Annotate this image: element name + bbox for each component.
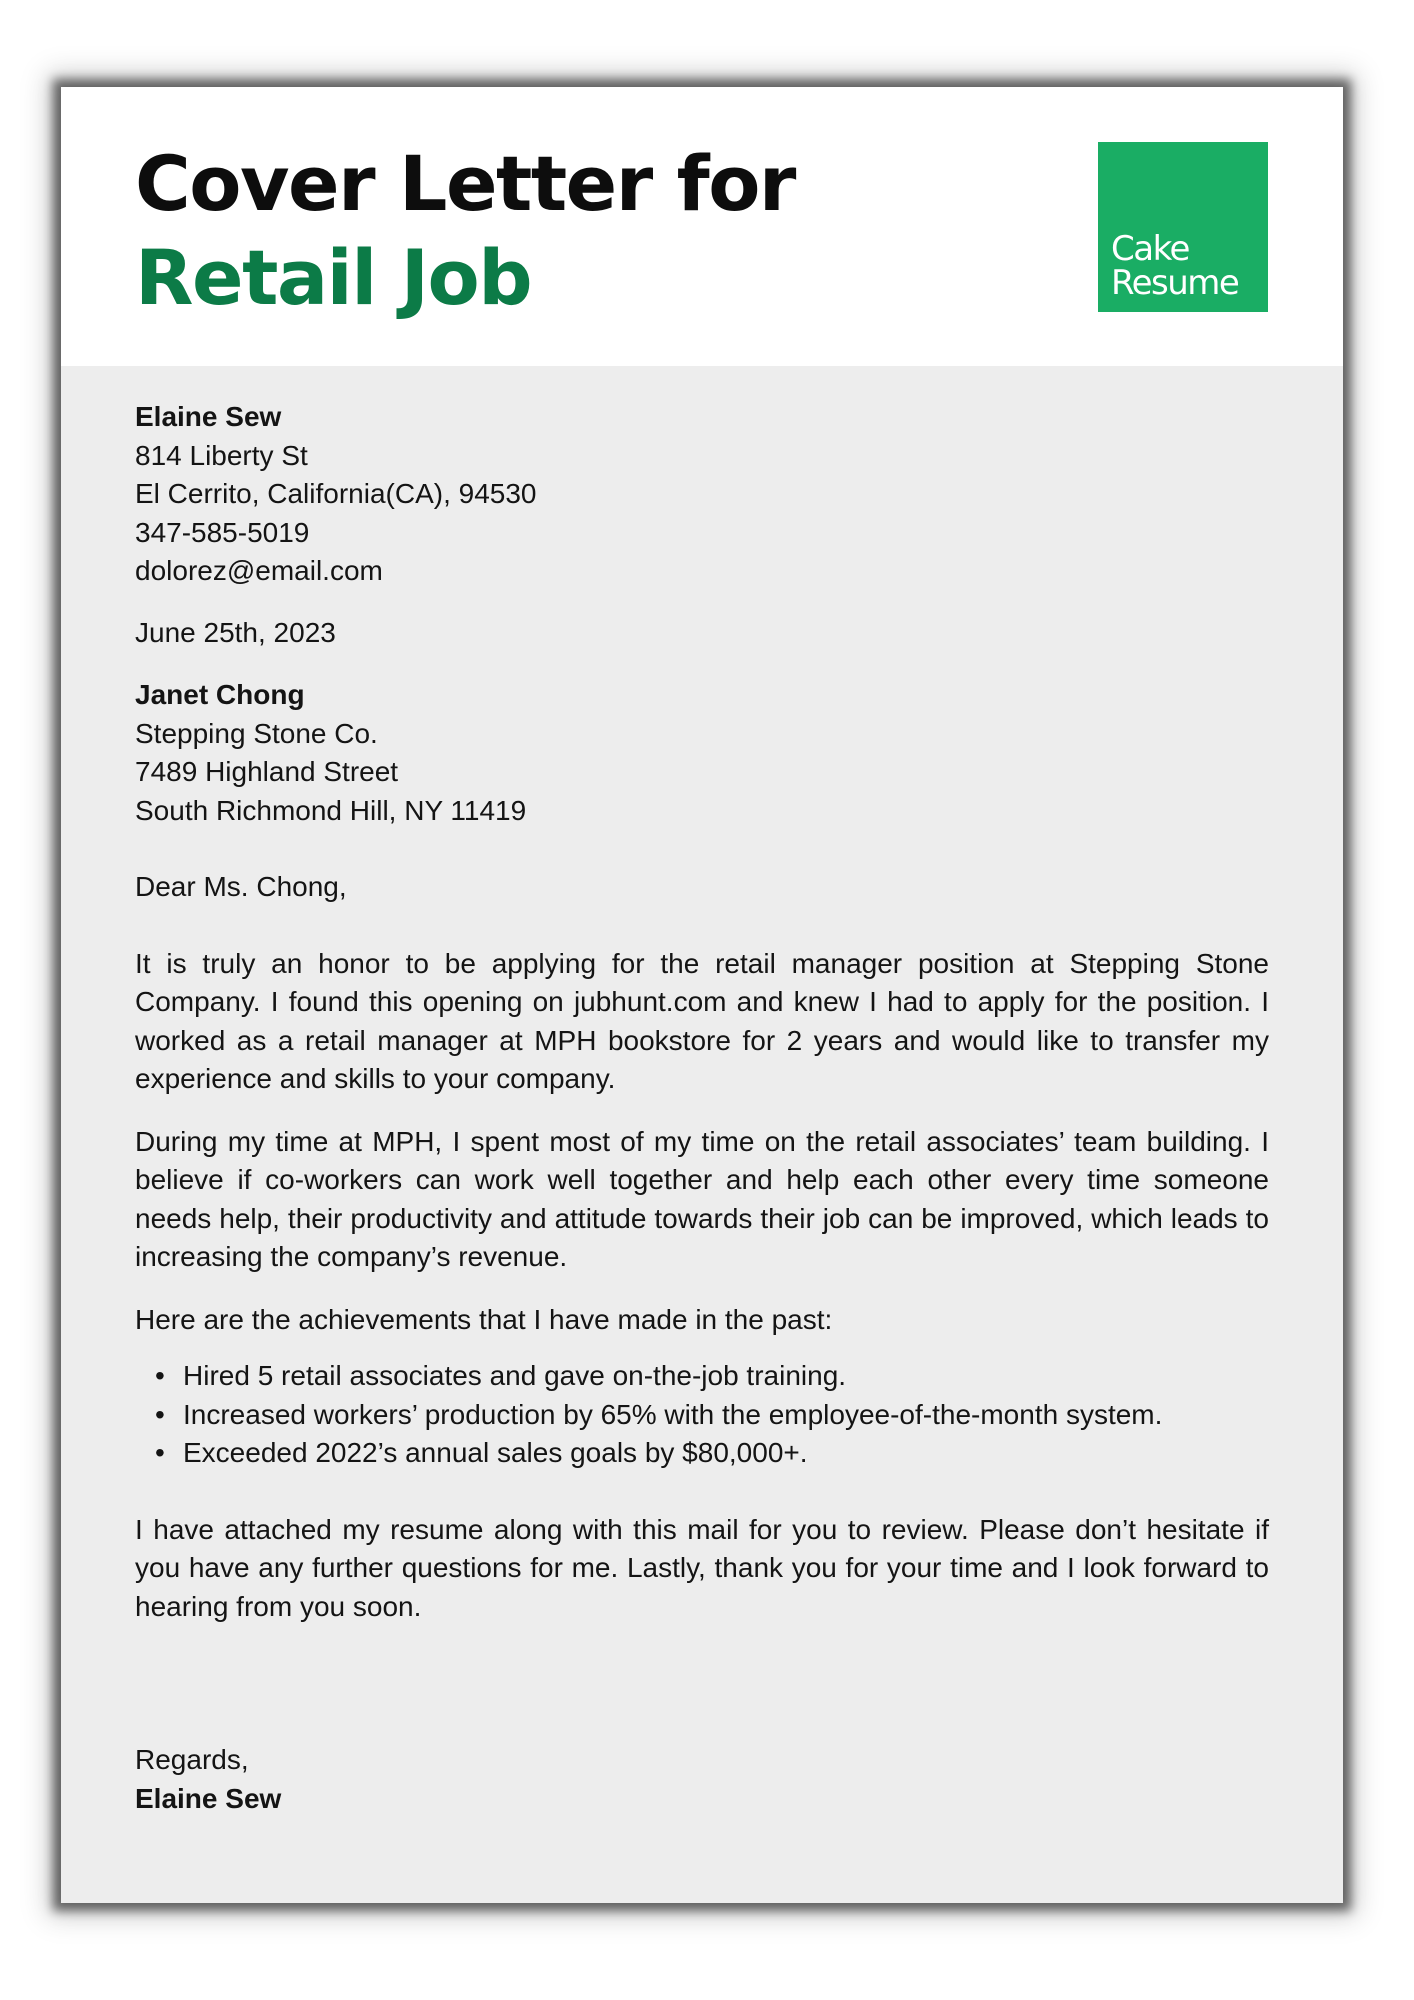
cover-letter-page [61,87,1343,1903]
sender-name: Elaine Sew [135,401,282,432]
list-item: • Exceeded 2022’s annual sales goals by $80,000+. [135,1434,1269,1473]
recipient-street: 7489 Highland Street [135,756,399,787]
cakeresume-logo [1098,142,1268,312]
paragraph-intro: It is truly an honor to be applying for the retail manager position at Stepping Stone Company. I found this opening on jubhunt.com and knew I had to apply for the position. I worked as a retail manager at MPH bookstore for 2 years and would like to transfer my experience and skills to your company. [135,947,1269,1094]
paragraph-experience: During my time at MPH, I spent most of my time on the retail associates’ team building. I believe if co-workers can work well together and help each other every time someone needs help, their productivity and attitude towards their job can be improved, which leads to increasing the company’s revenue. [135,1125,1269,1272]
list-item: • Hired 5 retail associates and gave on-the-job training. [135,1357,1269,1396]
paragraph-closing: I have attached my resume along with this mail for you to review. Please don’t hesitate if you have any further questions for me. Lastly, thank you for your time and I look forward to hearing from you soon. [135,1513,1269,1622]
title-line-2: Retail Job [135,233,532,322]
recipient-name: Janet Chong [135,679,305,710]
achievements-list [135,1357,1269,1473]
salutation: Dear Ms. Chong, [135,871,347,902]
sender-block [135,398,1269,591]
signature-name: Elaine Sew [135,1782,282,1814]
signoff: Regards, [135,1744,249,1775]
logo-line-1: Cake [1111,229,1189,269]
paragraph-achievements-intro: Here are the achievements that I have made in the past: [135,1303,833,1335]
logo-text [1111,229,1239,303]
letter-body [135,366,1269,1818]
recipient-block [135,676,1269,830]
page-title [135,137,795,325]
title-line-1: Cover Letter for [135,139,795,228]
letter-header [61,87,1343,366]
letter-date: June 25th, 2023 [135,616,336,648]
list-item: • Increased workers’ production by 65% with the employee-of-the-month system. [135,1396,1269,1435]
recipient-company: Stepping Stone Co. [135,717,378,749]
sender-phone: 347-585-5019 [135,516,310,548]
sender-city: El Cerrito, California(CA), 94530 [135,478,537,509]
logo-line-2: Resume [1111,263,1239,303]
sender-email: dolorez@email.com [135,555,383,586]
recipient-city: South Richmond Hill, NY 11419 [135,794,527,826]
sender-street: 814 Liberty St [135,439,308,471]
